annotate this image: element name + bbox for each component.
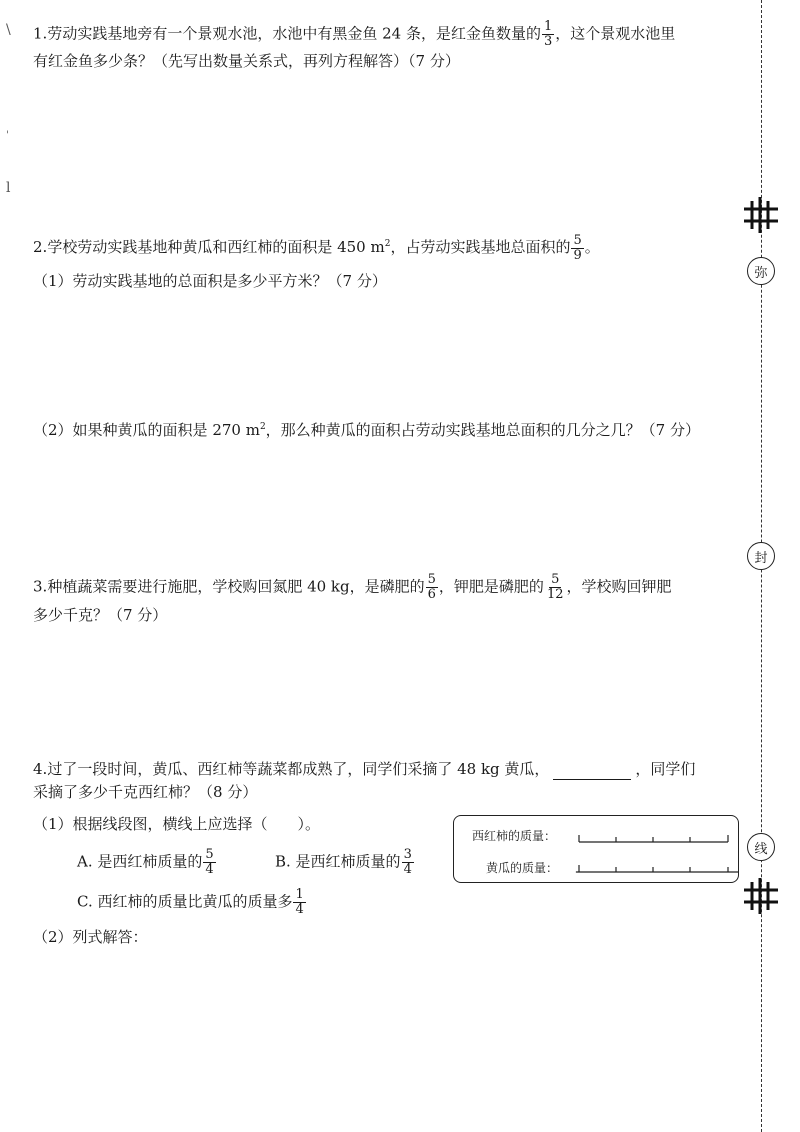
segment-diagram bbox=[453, 815, 739, 883]
binding-char-xian: 线 bbox=[747, 833, 775, 861]
diagram-segments bbox=[454, 816, 738, 882]
q4-number: 4. bbox=[33, 760, 48, 778]
q1-line1: 1.劳动实践基地旁有一个景观水池，水池中有黑金鱼 24 条，是红金鱼数量的 $\frac{1}{3}$ ，这个景观水池里 bbox=[33, 19, 676, 49]
q4-part2: （2）列式解答： bbox=[33, 928, 148, 946]
q4-line2: 采摘了多少千克西红柿？（8 分） bbox=[33, 783, 258, 801]
binding-char-mi: 弥 bbox=[747, 257, 775, 285]
q4-option-c-fraction: $\frac{1}{4}$ bbox=[295, 887, 304, 917]
diagram-label-tomato: 西红柿的质量： bbox=[472, 829, 557, 843]
q1-line2: 有红金鱼多少条？（先写出数量关系式，再列方程解答）（7 分） bbox=[33, 52, 460, 70]
binding-mark-top bbox=[740, 195, 782, 235]
q3-fraction-2: $\frac{5}{12}$ bbox=[546, 572, 564, 602]
q4-part1: （1）根据线段图，横线上应选择（ ）。 bbox=[33, 815, 321, 833]
q2-part2: （2）如果种黄瓜的面积是 270 $m^2$，那么种黄瓜的面积占劳动实践基地总面积的几分之几？（7 分） bbox=[33, 421, 700, 439]
q2-number: 2. bbox=[33, 238, 48, 256]
q1-number: 1. bbox=[33, 24, 48, 43]
q2-stem: 2.学校劳动实践基地种黄瓜和西红柿的面积是 450 $m^2$，占劳动实践基地总面积的 $\frac{5}{9}$ 。 bbox=[33, 232, 600, 263]
binding-mark-bottom bbox=[740, 876, 782, 916]
q3-line2: 多少千克？（7 分） bbox=[33, 606, 168, 624]
q4-line1: 4.过了一段时间，黄瓜、西红柿等蔬菜都成熟了，同学们采摘了 48 kg 黄瓜， ，同学们 bbox=[33, 760, 696, 778]
q4-option-b: B. 是西红柿质量的 $\frac{3}{4}$ bbox=[275, 847, 412, 877]
q4-option-b-fraction: $\frac{3}{4}$ bbox=[403, 847, 412, 877]
scan-mark: \ bbox=[6, 22, 11, 38]
binding-char-feng: 封 bbox=[747, 542, 775, 570]
q4-option-a: A. 是西红柿质量的 $\frac{5}{4}$ bbox=[77, 847, 214, 877]
scan-mark: l bbox=[6, 180, 11, 196]
q4-answer-blank[interactable] bbox=[553, 763, 631, 780]
q3-fraction-1: $\frac{5}{6}$ bbox=[427, 572, 436, 602]
q4-option-a-fraction: $\frac{5}{4}$ bbox=[205, 847, 214, 877]
q3-line1: 3.种植蔬菜需要进行施肥，学校购回氮肥 40 kg，是磷肥的 $\frac{5}{6}$ ，钾肥是磷肥的 $\frac{5}{12}$ ，学校购回钾肥 bbox=[33, 572, 672, 602]
diagram-label-cucumber: 黄瓜的质量： bbox=[486, 861, 559, 875]
scan-mark: ' bbox=[6, 130, 9, 141]
q1-fraction: $\frac{1}{3}$ bbox=[543, 19, 553, 49]
q3-number: 3. bbox=[33, 577, 48, 596]
q2-part1: （1）劳动实践基地的总面积是多少平方米？（7 分） bbox=[33, 272, 387, 290]
q4-option-c: C. 西红柿的质量比黄瓜的质量多 $\frac{1}{4}$ bbox=[77, 887, 304, 917]
q2-fraction: $\frac{5}{9}$ bbox=[573, 232, 582, 263]
